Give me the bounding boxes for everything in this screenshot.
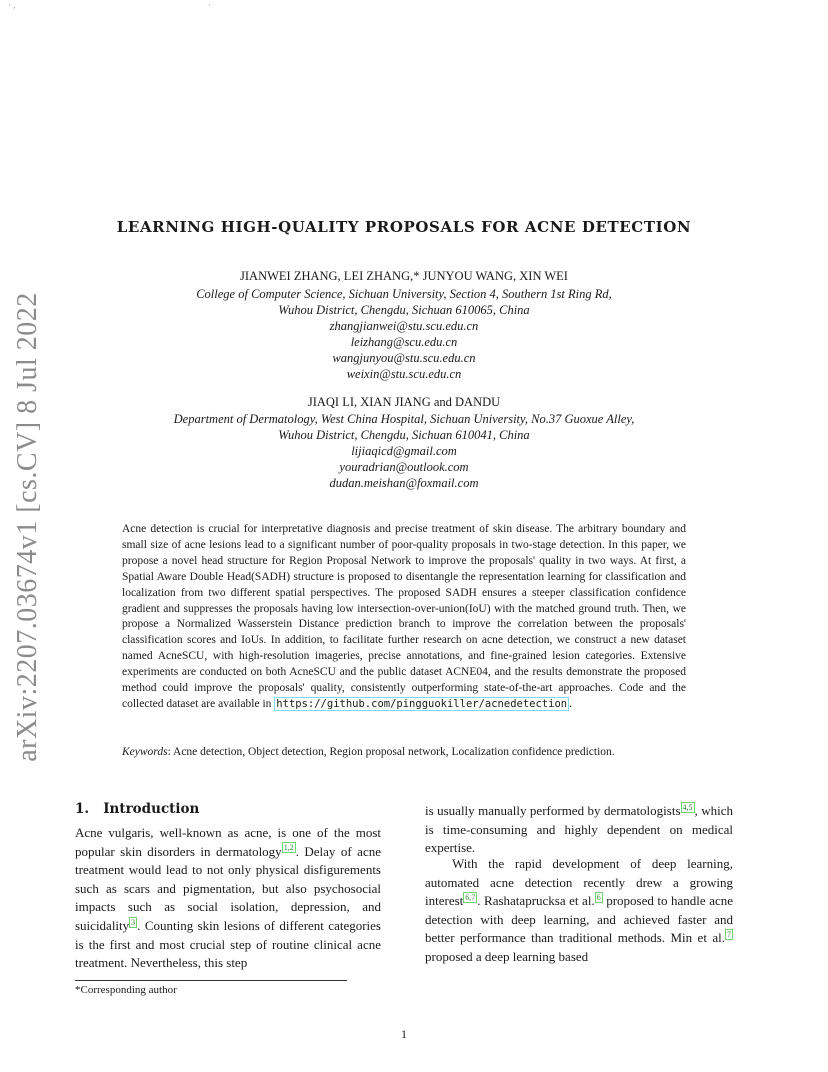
footnote-rule [75, 980, 347, 981]
citation-link[interactable]: 3 [131, 917, 136, 927]
affiliation-2-line-1: Department of Dermatology, West China Hospital, Sichuan University, No.37 Guoxue Alley, [173, 412, 635, 426]
arxiv-identifier: arXiv:2207.03674v1 [cs.CV] 8 Jul 2022 [12, 292, 43, 762]
email-link[interactable]: weixin@stu.scu.edu.cn [346, 367, 462, 381]
section-title: Introduction [103, 801, 200, 817]
email-link[interactable]: lijiaqicd@gmail.com [351, 444, 457, 458]
abstract-text: Acne detection is crucial for interpretative diagnosis and precise treatment of skin disease. The arbitrary boundary and small size of acne lesions lead to a significant number of poor-quality proposals in two-stage detection. In this paper, we propose a novel head structure for Region Proposal Network to improve the proposals' quality in two ways. At first, a Spatial Aware Double Head(SADH) structure is proposed to disentangle the representation learning for classification and localization from two different spatial perspectives. The proposed SADH ensures a steeper classification confidence gradient and suppresses the proposals having low intersection-over-union(IoU) with the matched ground truth. Then, we propose a Normalized Wasserstein Distance prediction branch to improve the correlation between the proposals' classification scores and IoUs. In addition, to facilitate further research on acne detection, we construct a new dataset named AcneSCU, with high-resolution imageries, precise annotations, and fine-grained lesion categories. Extensive experiments are conducted on both AcneSCU and the public dataset ACNE04, and the results demonstrate the proposed method could improve the proposals' quality, consistently outperforming state-of-the-art approaches. Code and the collected dataset are available in [122, 523, 686, 710]
email-link[interactable]: wangjunyou@stu.scu.edu.cn [332, 351, 476, 365]
left-column-paragraph [75, 824, 381, 973]
keywords-text: : Acne detection, Object detection, Region proposal network, Localization confidence prediction. [167, 746, 615, 758]
paragraph-text: , which is time-consuming and highly dependent on medical expertise. [425, 803, 733, 856]
paragraph-text: . Rashataprucksa et al. [477, 893, 595, 909]
citation-link[interactable]: 6,7 [465, 892, 476, 902]
paper-title: LEARNING HIGH-QUALITY PROPOSALS FOR ACNE DETECTION [116, 218, 692, 236]
right-column-paragraph [425, 855, 733, 967]
right-column-paragraph [425, 802, 733, 858]
paragraph-text: Acne vulgaris, well-known as acne, is one of the most popular skin disorders in dermatology [75, 825, 381, 859]
abstract [122, 522, 686, 713]
email-link[interactable]: dudan.meishan@foxmail.com [329, 476, 479, 490]
affiliation-1-line-2: Wuhou District, Chengdu, Sichuan 610065, China [278, 303, 530, 317]
keywords [122, 745, 686, 761]
author-list-1: JIANWEI ZHANG, LEI ZHANG,* JUNYOU WANG, XIN WEI [240, 269, 568, 283]
email-link[interactable]: zhangjianwei@stu.scu.edu.cn [329, 319, 479, 333]
top-margin-mark: · [208, 0, 211, 10]
page-number: 1 [401, 1027, 407, 1041]
section-heading [75, 801, 199, 817]
abstract-end: . [569, 697, 572, 710]
section-number: 1. [75, 801, 90, 817]
email-link[interactable]: youradrian@outlook.com [339, 460, 469, 474]
citation-link[interactable]: 1,2 [283, 843, 294, 853]
author-list-2: JIAQI LI, XIAN JIANG and DANDU [307, 395, 501, 409]
citation-link[interactable]: 7 [727, 930, 731, 940]
paragraph-text: . Counting skin lesions of different categories is the first and most crucial step of routine clinical acne treatment. Nevertheless, this step [75, 917, 381, 971]
email-link[interactable]: leizhang@scu.edu.cn [350, 335, 458, 349]
paragraph-text: proposed to handle acne detection with deep learning, and achieved faster and better performance than traditional methods. Min et al. [425, 893, 734, 946]
affiliation-2-line-2: Wuhou District, Chengdu, Sichuan 610041, China [278, 428, 530, 442]
citation-link[interactable]: 4,5 [682, 802, 693, 812]
citation-link[interactable]: 6 [596, 892, 601, 902]
affiliation-1-line-1: College of Computer Science, Sichuan University, Section 4, Southern 1st Ring Rd, [196, 287, 612, 301]
paragraph-text: With the rapid development of deep learning, automated acne detection recently drew a growing interest [425, 856, 733, 909]
paragraph-text: is usually manually performed by dermatologists [425, 803, 681, 818]
code-repository-link[interactable]: https://github.com/pingguokiller/acnedetection [276, 697, 568, 710]
paragraph-text: . Delay of acne treatment would lead to not only physical disfigurements such as scars and pigmentation, but also psychosocial impacts such as social isolation, depression, and suicidality [75, 843, 381, 933]
top-margin-mark: · , [8, 0, 16, 10]
footnote: *Corresponding author [75, 984, 177, 996]
keywords-label: Keywords [122, 746, 168, 758]
paragraph-text: proposed a deep learning based [425, 948, 589, 964]
